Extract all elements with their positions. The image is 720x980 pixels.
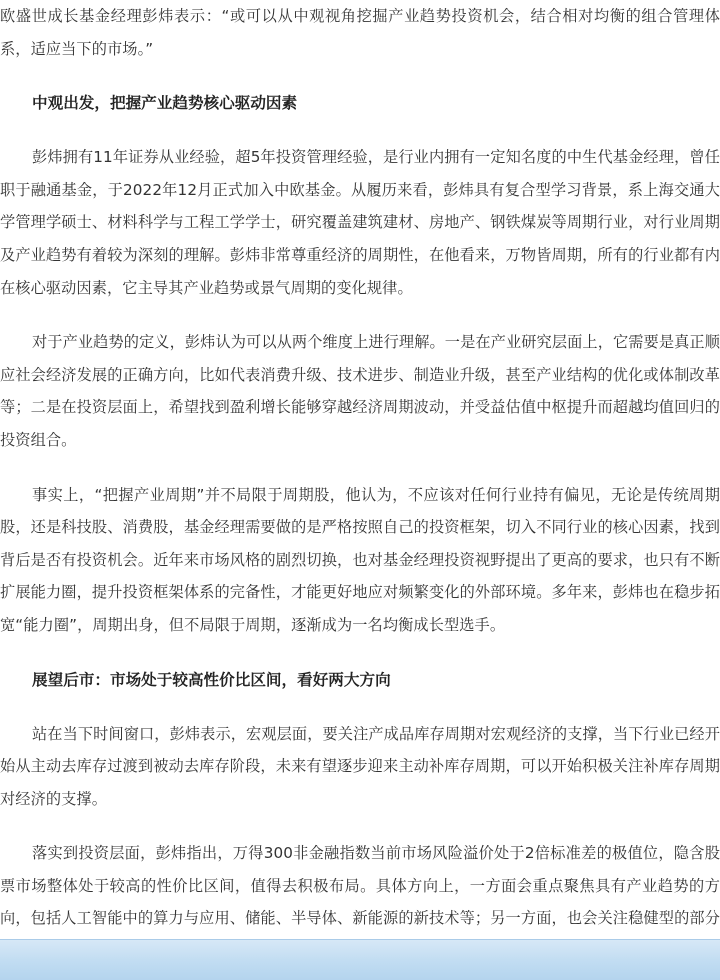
paragraph-cycle: 事实上，“把握产业周期”并不局限于周期股，他认为，不应该对任何行业持有偏见，无论是传统周期股，还是科技股、消费股，基金经理需要做的是严格按照自己的投资框架，切入不同行业的核心因素，找到背后是否有投资机会。近年来市场风格的剧烈切换，也对基金经理投资视野提出了更高的要求，也只有不断扩展能力圈，提升投资框架体系的完备性，才能更好地应对频繁变化的外部环境。多年来，彭炜也在稳步拓宽“能力圈”，周期出身，但不局限于周期，逐渐成为一名均衡成长型选手。	[0, 485, 720, 634]
paragraph-definition: 对于产业趋势的定义，彭炜认为可以从两个维度上进行理解。一是在产业研究层面上，它需要是真正顺应社会经济发展的正确方向，比如代表消费升级、技术进步、制造业升级，甚至产业结构的优化或体制改革等；二是在投资层面上，希望找到盈利增长能够穿越经济周期波动，并受益估值中枢提升而超越均值回归的投资组合。	[0, 333, 720, 449]
spacer	[0, 696, 720, 718]
section-heading-1: 中观出发，把握产业趋势核心驱动因素	[32, 94, 298, 113]
paragraph-macro: 站在当下时间窗口，彭炜表示，宏观层面，要关注产成品库存周期对宏观经济的支撑，当下行业已经开始从主动去库存过渡到被动去库存阶段，未来有望逐步迎来主动补库存周期，可以开始积极关注补库存周期对经济的支撑。	[0, 724, 720, 808]
spacer	[0, 815, 720, 837]
spacer	[0, 304, 720, 326]
paragraph-background: 彭炜拥有11年证券从业经验，超5年投资管理经验，是行业内拥有一定知名度的中生代基金经理，曾任职于融通基金，于2022年12月正式加入中欧基金。从履历来看，彭炜具有复合型学习背景，系上海交通大学管理学硕士、材料科学与工程工学学士，研究覆盖建筑建材、房地产、钢铁煤炭等周期行业，对行业周期及产业趋势有着较为深刻的理解。彭炜非常尊重经济的周期性，在他看来，万物皆周期，所有的行业都有内在核心驱动因素，它主导其产业趋势或景气周期的变化规律。	[0, 148, 720, 297]
spacer	[0, 65, 720, 87]
paragraph-investment: 落实到投资层面，彭炜指出，万得300非金融指数当前市场风险溢价处于2倍标准差的极值位，隐含股票市场整体处于较高的性价比区间，值得去积极布局。具体方向上，一方面会重点聚焦具有产业趋势的方向，包括人工智能中的算力与应用、储能、半导体、新能源的新技术等；另一方面，也会关注稳健型的部分	[0, 844, 720, 928]
spacer	[0, 119, 720, 141]
section-heading-2: 展望后市：市场处于较高性价比区间，看好两大方向	[32, 670, 391, 689]
spacer	[0, 457, 720, 479]
paragraph-intro: 欧盛世成长基金经理彭炜表示：“或可以从中观视角挖掘产业趋势投资机会，结合相对均衡的组合管理体系，适应当下的市场。”	[0, 7, 720, 58]
spacer	[0, 642, 720, 664]
bottom-bar	[0, 939, 720, 980]
